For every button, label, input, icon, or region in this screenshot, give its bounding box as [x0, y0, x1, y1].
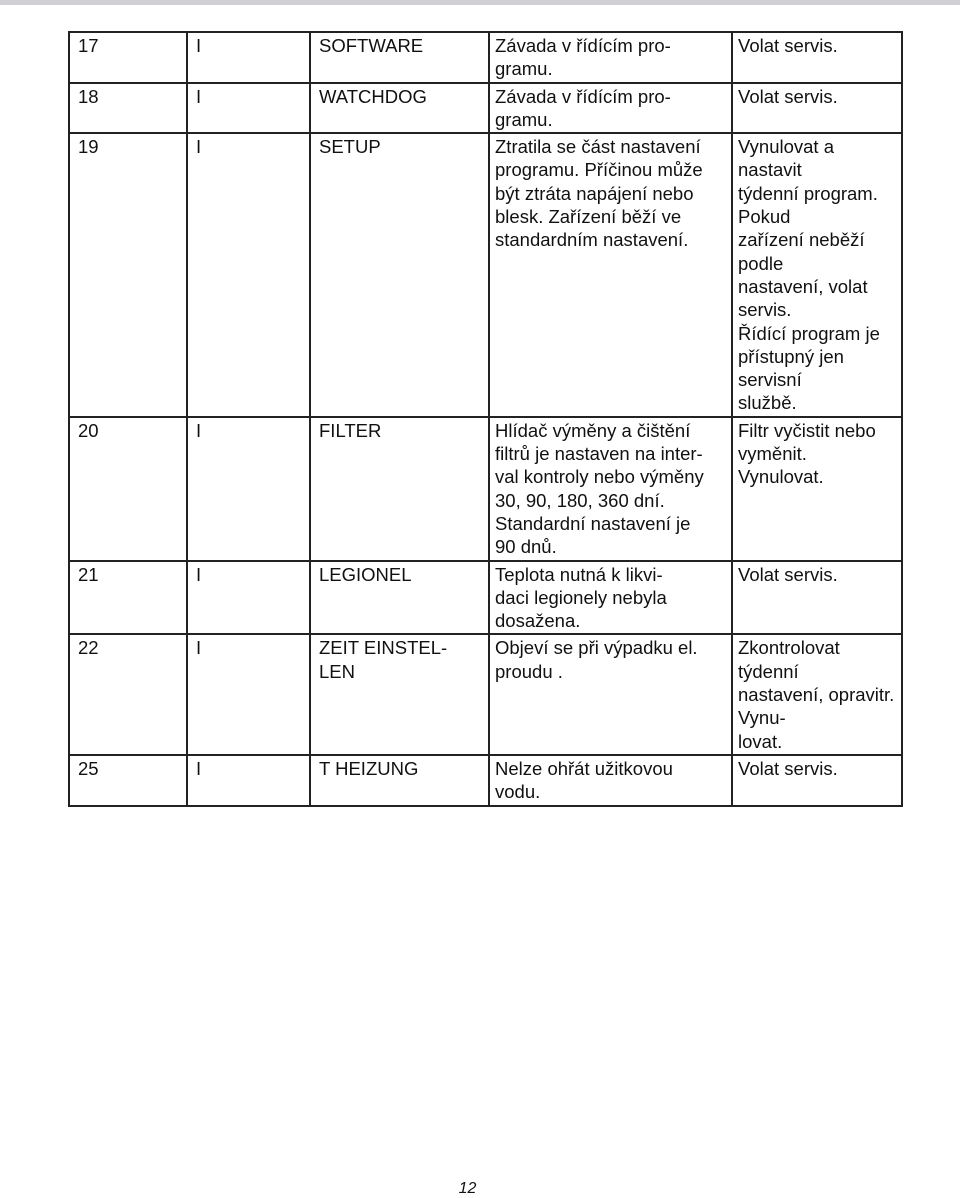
table-row [69, 561, 902, 635]
error-action-cell: Volat servis. [732, 83, 902, 134]
error-code-cell: 18 [69, 83, 187, 134]
table-row [69, 634, 902, 754]
error-type-cell: I [187, 133, 310, 417]
error-name-cell: T HEIZUNG [310, 755, 489, 806]
error-type-cell: I [187, 755, 310, 806]
error-code-cell: 17 [69, 32, 187, 83]
table-row [69, 417, 902, 561]
error-code-table [68, 31, 903, 807]
error-type-cell: I [187, 83, 310, 134]
error-type-cell: I [187, 32, 310, 83]
error-description-cell: Hlídač výměny a čištění filtrů je nastaven na inter- val kontroly nebo výměny 30, 90, 180, 360 dní. Standardní nastavení je 90 dnů. [489, 417, 732, 561]
error-description-cell: Ztratila se část nastavení programu. Příčinou může být ztráta napájení nebo blesk. Zařízení běží ve standardním nastavení. [489, 133, 732, 417]
error-name-cell: SOFTWARE [310, 32, 489, 83]
table-row [69, 83, 902, 134]
error-code-cell: 21 [69, 561, 187, 635]
error-name-cell: WATCHDOG [310, 83, 489, 134]
error-description-cell: Teplota nutná k likvi- daci legionely nebyla dosažena. [489, 561, 732, 635]
error-action-cell: Vynulovat a nastavit týdenní program. Pokud zařízení neběží podle nastavení, volat servis. Řídící program je přístupný jen servisní službě. [732, 133, 902, 417]
error-name-cell: LEGIONEL [310, 561, 489, 635]
table-row [69, 32, 902, 83]
error-code-cell: 25 [69, 755, 187, 806]
table-row [69, 133, 902, 417]
error-code-cell: 20 [69, 417, 187, 561]
error-name-cell: SETUP [310, 133, 489, 417]
error-name-cell: FILTER [310, 417, 489, 561]
error-action-cell: Volat servis. [732, 561, 902, 635]
error-description-cell: Objeví se při výpadku el. proudu . [489, 634, 732, 754]
page-number: 12 [458, 1180, 477, 1197]
error-type-cell: I [187, 634, 310, 754]
error-type-cell: I [187, 561, 310, 635]
error-description-cell: Nelze ohřát užitkovou vodu. [489, 755, 732, 806]
error-action-cell: Volat servis. [732, 755, 902, 806]
error-description-cell: Závada v řídícím pro- gramu. [489, 83, 732, 134]
top-border-strip [0, 0, 960, 5]
table-row [69, 755, 902, 806]
error-action-cell: Zkontrolovat týdenní nastavení, opravitr. Vynu- lovat. [732, 634, 902, 754]
error-action-cell: Volat servis. [732, 32, 902, 83]
error-name-cell: ZEIT EINSTEL- LEN [310, 634, 489, 754]
error-type-cell: I [187, 417, 310, 561]
error-description-cell: Závada v řídícím pro- gramu. [489, 32, 732, 83]
error-code-cell: 22 [69, 634, 187, 754]
error-action-cell: Filtr vyčistit nebo vyměnit. Vynulovat. [732, 417, 902, 561]
error-code-cell: 19 [69, 133, 187, 417]
